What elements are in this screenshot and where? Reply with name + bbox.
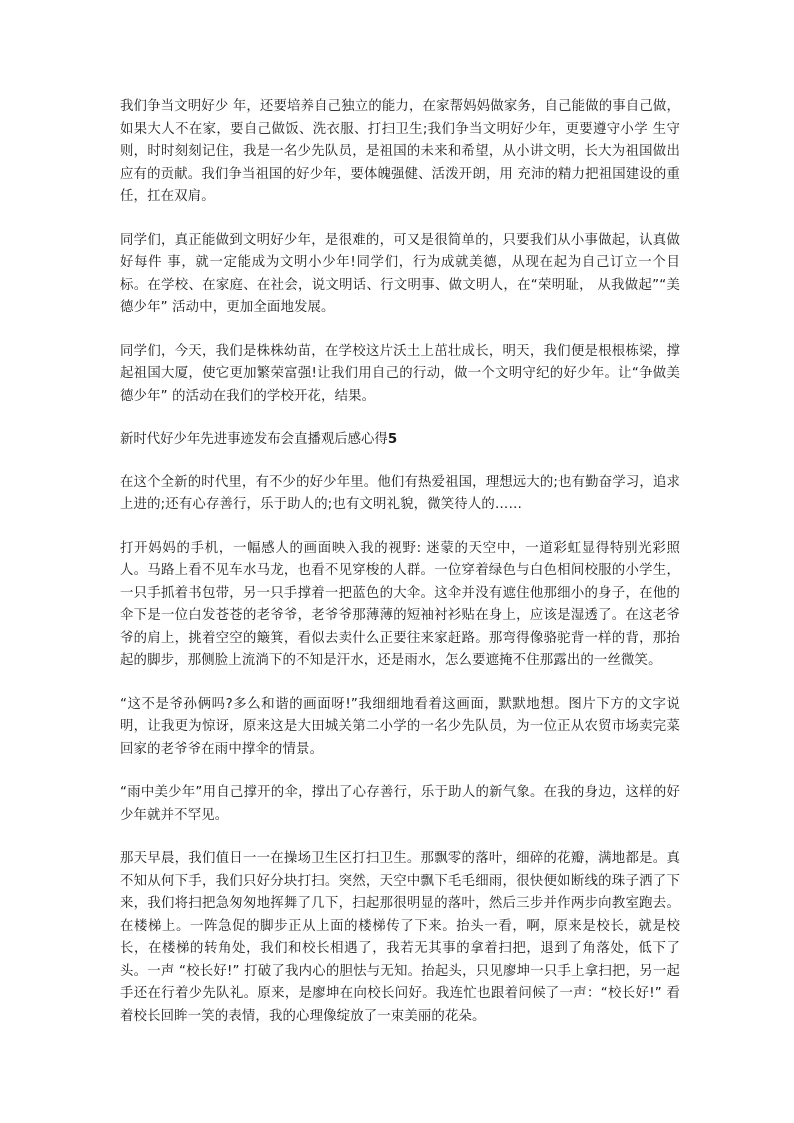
paragraph-1: 我们争当文明好少 年，还要培养自己独立的能力，在家帮妈妈做家务，自己能做的事自己做，如果大人不在家，要自己做饭、洗衣服、打扫卫生;我们争当文明好少年，更要遵守小学 生守则，时时刻刻记住，我是一名少先队员，是祖国的未来和希望，从小讲文明，长大为祖国做出应有的贡献。我们争当祖国的好少年，要体魄强健、活泼开朗，用 充沛的精力把祖国建设的重任，扛在双肩。: [120, 99, 680, 204]
paragraph-6: “这不是爷孙俩吗?多么和谐的画面呀!”我细细地看着这画面，默默地想。图片下方的文字说明，让我更为惊讶，原来这是大田城关第二小学的一名少先队员，为一位正从农贸市场卖完菜回家的老爷爷在雨中撑伞的情景。: [120, 696, 680, 757]
paragraph-5: 打开妈妈的手机，一幅感人的画面映入我的视野: 迷蒙的天空中，一道彩虹显得特别光彩照人。马路上看不见车水马龙，也看不见穿梭的人群。一位穿着绿色与白色相间校服的小学生，一只手抓着书包带，另一只手撑着一把蓝色的大伞。这伞并没有遮住他那细小的身子，在他的伞下是一位白发苍苍的老爷爷，老爷爷那薄薄的短袖衬衫贴在身上，应该是湿透了。在这老爷爷的肩上，挑着空空的簸箕，看似去卖什么正要往来家赶路。那弯得像骆驼背一样的背，那抬起的脚步，那侧脸上流淌下的不知是汗水，还是雨水，怎么要遮掩不住那露出的一丝微笑。: [120, 540, 680, 668]
paragraph-8: 那天早晨，我们值日一一在操场卫生区打扫卫生。那飘零的落叶，细碎的花瓣，满地都是。真不知从何下手，我们只好分块打扫。突然，天空中飘下毛毛细雨，很快便如断线的珠子洒了下来，我们将扫把急匆匆地挥舞了几下，扫起那很明显的落叶，然后三步并作两步向教室跑去。在楼梯上。一阵急促的脚步正从上面的楼梯传了下来。抬头一看，啊，原来是校长，就是校长，在楼梯的转角处，我们和校长相遇了，我若无其事的拿着扫把，退到了角落处，低下了头。一声 “校长好!” 打破了我内心的胆怯与无知。抬起头，只见廖坤一只手上拿扫把，另一起手还在行着少先队礼。原来，是廖坤在向校长问好。我连忙也跟着问候了一声：“校长好!” 看着校长回眸一笑的表情，我的心理像绽放了一束美丽的花朵。: [120, 851, 680, 1024]
section-heading: [120, 429, 680, 452]
document-page: [120, 96, 680, 1049]
paragraph-7: “雨中美少年”用自己撑开的伞，撑出了心存善行，乐于助人的新气象。在我的身边，这样的好少年就并不罕见。: [120, 785, 680, 823]
section-heading-text: 新时代好少年先进事迹发布会直播观后感心得: [120, 432, 388, 447]
paragraph-3: 同学们，今天，我们是株株幼苗，在学校这片沃土上茁壮成长，明天，我们便是根根栋梁，撑起祖国大厦，使它更加繁荣富强!让我们用自己的行动，做一个文明守纪的好少年。让“争做美德少年” 的活动在我们的学校开花，结果。: [120, 343, 680, 404]
paragraph-2: 同学们，真正能做到文明好少年，是很难的，可又是很简单的，只要我们从小事做起，认真做好每件 事，就一定能成为文明小少年!同学们，行为成就美德，从现在起为自己订立一个目标。在学校、在家庭、在社会，说文明话、行文明事、做文明人，在“荣明耻， 从我做起”“美德少年” 活动中，更加全面地发展。: [120, 232, 680, 315]
section-heading-number: 5: [387, 432, 398, 447]
paragraph-4: 在这个全新的时代里，有不少的好少年里。他们有热爱祖国，理想远大的;也有勤奋学习，追求上进的;还有心存善行，乐于助人的;也有文明礼貌，微笑待人的……: [120, 474, 680, 512]
